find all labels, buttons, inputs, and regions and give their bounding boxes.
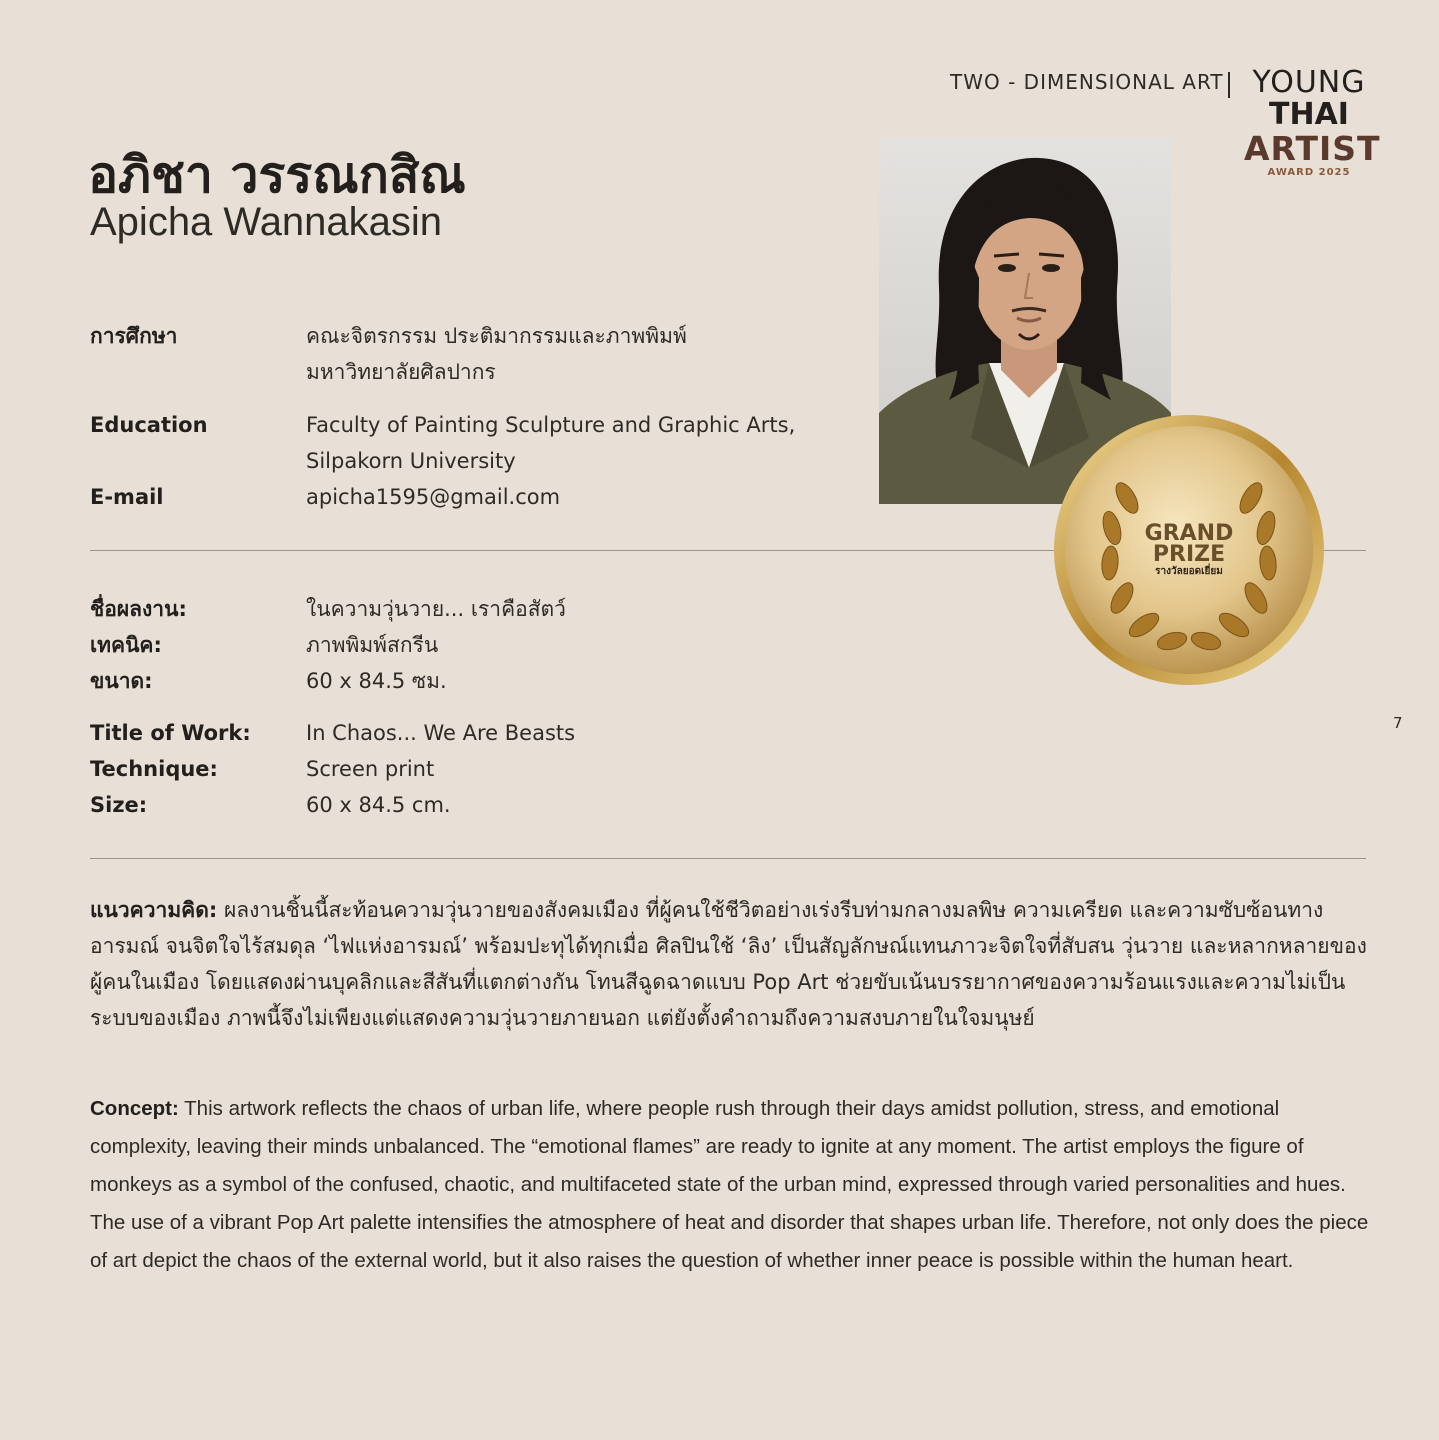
technique-label: Technique: xyxy=(90,757,218,781)
education-thai-label: การศึกษา xyxy=(90,324,178,348)
medal-line-thai: รางวัลยอดเยี่ยม xyxy=(1155,566,1223,577)
concept-english xyxy=(90,1090,1380,1280)
logo-line-artist: ARTIST xyxy=(1244,129,1381,168)
section-label: TWO - DIMENSIONAL ART xyxy=(950,70,1224,94)
divider-bottom xyxy=(90,858,1366,859)
header-divider xyxy=(1228,72,1230,98)
concept-thai xyxy=(90,892,1375,1036)
education-thai-line2: มหาวิทยาลัยศิลปากร xyxy=(306,360,496,384)
medal-line-grand: GRAND xyxy=(1144,521,1234,546)
page-number: 7 xyxy=(1393,714,1403,732)
artist-name-thai: อภิชา วรรณกสิณ xyxy=(88,146,466,204)
work-title: In Chaos... We Are Beasts xyxy=(306,721,576,745)
logo-line-thai: THAI xyxy=(1269,97,1349,132)
email-value: apicha1595@gmail.com xyxy=(306,485,561,509)
technique-value: Screen print xyxy=(306,757,435,781)
email-label: E-mail xyxy=(90,485,164,509)
work-title-thai: ในความวุ่นวาย... เราคือสัตว์ xyxy=(306,597,566,621)
size-value: 60 x 84.5 cm. xyxy=(306,793,451,817)
artist-name-english: Apicha Wannakasin xyxy=(90,200,443,244)
grand-prize-medal xyxy=(1052,413,1326,687)
medal-line-prize: PRIZE xyxy=(1152,542,1226,567)
concept-thai-label: แนวความคิด: xyxy=(90,898,218,922)
logo-line-award: AWARD 2025 xyxy=(1267,167,1351,178)
logo-line-young: YOUNG xyxy=(1252,65,1366,100)
size-thai-label: ขนาด: xyxy=(90,669,153,693)
education-label: Education xyxy=(90,413,208,437)
technique-thai-label: เทคนิค: xyxy=(90,633,162,657)
size-label: Size: xyxy=(90,793,148,817)
concept-english-text: This artwork reflects the chaos of urban life, where people rush through their days amidst pollution, stress, and emotional complexity, leaving their minds unbalanced. The “emotional flames” are ready to ignite at any moment. The artist employs the figure of monkeys as a symbol of the confused, chaotic, and multifaceted state of the urban mind, expressed through varied personalities and hues. The use of a vibrant Pop Art palette intensifies the atmosphere of heat and disorder that shapes urban life. Therefore, not only does the piece of art depict the chaos of the external world, but it also raises the question of whether inner peace is possible within the human heart. xyxy=(90,1097,1369,1272)
size-thai: 60 x 84.5 ซม. xyxy=(306,669,447,693)
concept-english-label: Concept: xyxy=(90,1097,179,1120)
education-line2: Silpakorn University xyxy=(306,449,516,473)
technique-thai: ภาพพิมพ์สกรีน xyxy=(306,633,439,657)
work-title-label: Title of Work: xyxy=(90,721,251,745)
education-line1: Faculty of Painting Sculpture and Graphic Arts, xyxy=(306,413,796,437)
work-title-thai-label: ชื่อผลงาน: xyxy=(90,597,187,621)
concept-thai-text: ผลงานชิ้นนี้สะท้อนความวุ่นวายของสังคมเมือง ที่ผู้คนใช้ชีวิตอย่างเร่งรีบท่ามกลางมลพิษ ความเครียด และความซับซ้อนทางอารมณ์ จนจิตใจไร้สมดุล ‘ไฟแห่งอารมณ์’ พร้อมปะทุได้ทุกเมื่อ ศิลปินใช้ ‘ลิง’ เป็นสัญลักษณ์แทนภาวะจิตใจที่สับสน วุ่นวาย และหลากหลายของผู้คนในเมือง โดยแสดงผ่านบุคลิกและสีสันที่แตกต่างกัน โทนสีฉูดฉาดแบบ Pop Art ช่วยขับเน้นบรรยากาศของความร้อนแรงและความไม่เป็นระบบของเมือง ภาพนี้จึงไม่เพียงแต่แสดงความวุ่นวายภายนอก แต่ยังตั้งคำถามถึงความสงบภายในใจมนุษย์ xyxy=(90,898,1367,1030)
education-thai-line1: คณะจิตรกรรม ประติมากรรมและภาพพิมพ์ xyxy=(306,324,687,348)
young-thai-artist-logo xyxy=(1244,65,1381,179)
